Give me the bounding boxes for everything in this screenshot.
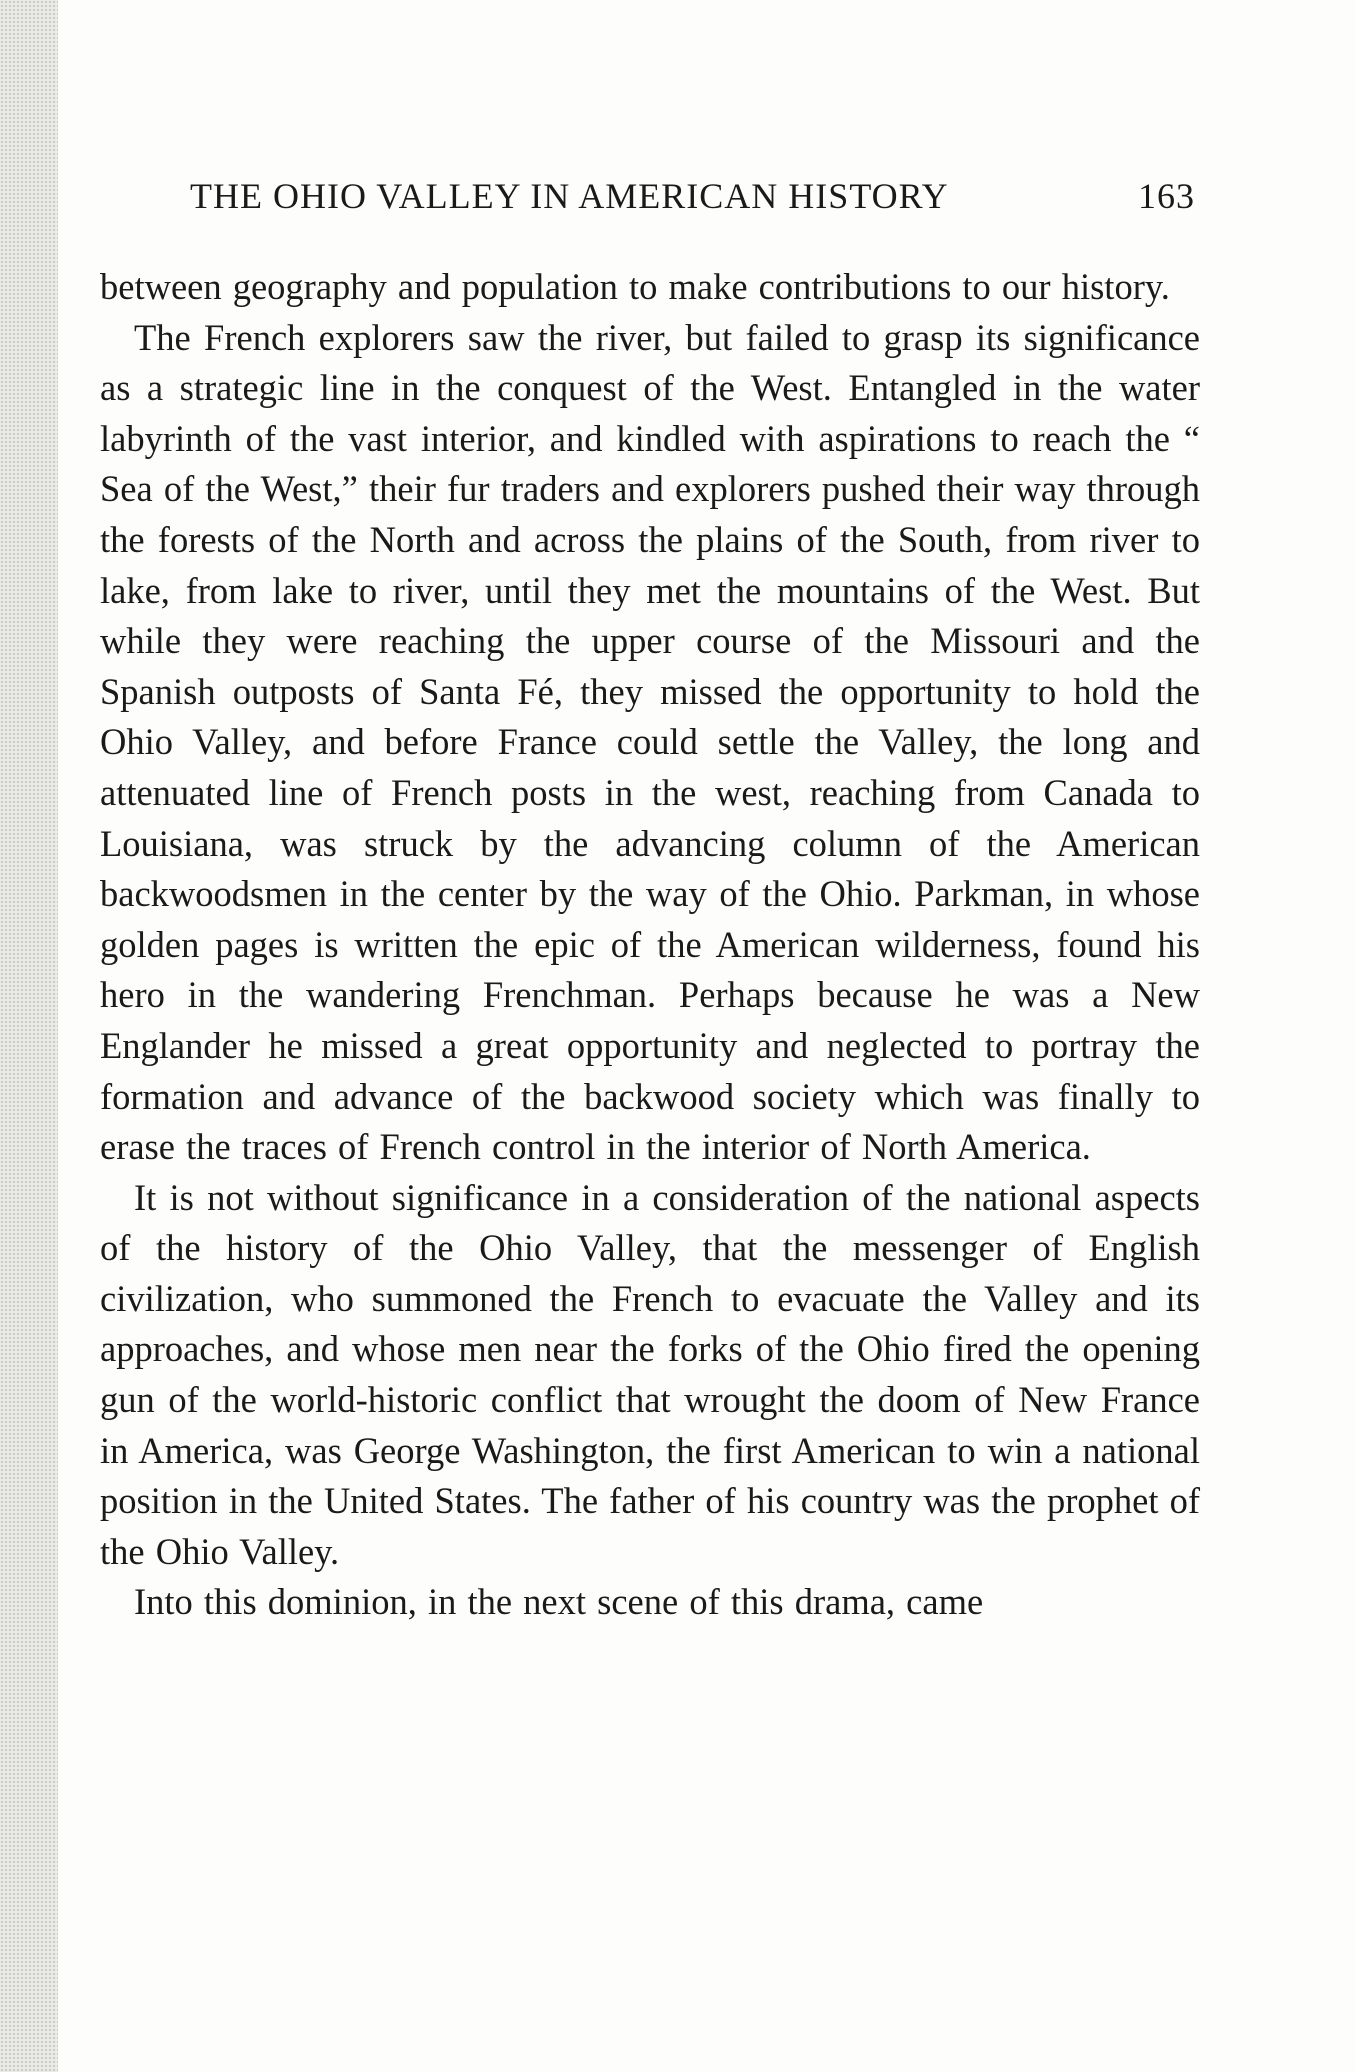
running-head-title: THE OHIO VALLEY IN AMERICAN HISTORY [190, 176, 949, 216]
page-number: 163 [1138, 176, 1195, 216]
paragraph-washington: It is not without significance in a consideration of the national aspects of the history of the Ohio Valley, that the messenger of English civilization, who summoned the French to evacuate the Valley and its approaches, and whose men near the forks of the Ohio fired the opening gun of the world-historic conflict that wrought the doom of New France in America, was George Washington, the first American to win a national position in the United States. The father of his country was the prophet of the Ohio Valley. [100, 1176, 1200, 1572]
body-text [100, 262, 1200, 1628]
scan-edge-shadow [0, 0, 58, 2072]
running-head [190, 175, 1195, 225]
paragraph-dominion: Into this dominion, in the next scene of this drama, came [134, 1581, 984, 1623]
paragraph-french-explorers: The French explorers saw the river, but failed to grasp its significance as a strategic line in the conquest of the West. Entangled in the water labyrinth of the vast interior, and kindled with aspirations to reach the “ Sea of the West,” their fur traders and explorers pushed their way through the forests of the North and across the plains of the South, from river to lake, from lake to river, until they met the mountains of the West. But while they were reaching the upper course of the Missouri and the Spanish outposts of Santa Fé, they missed the opportunity to hold the Ohio Valley, and before France could settle the Valley, the long and attenuated line of French posts in the west, reaching from Canada to Louisiana, was struck by the advancing column of the American backwoodsmen in the center by the way of the Ohio. Parkman, in whose golden pages is written the epic of the American wilderness, found his hero in the wandering Frenchman. Perhaps because he was a New Englander he missed a great opportunity and neglected to portray the formation and advance of the backwood society which was finally to erase the traces of French control in the interior of North America. [100, 316, 1200, 1168]
paragraph-continuation: between geography and population to make contributions to our history. [100, 266, 1170, 307]
